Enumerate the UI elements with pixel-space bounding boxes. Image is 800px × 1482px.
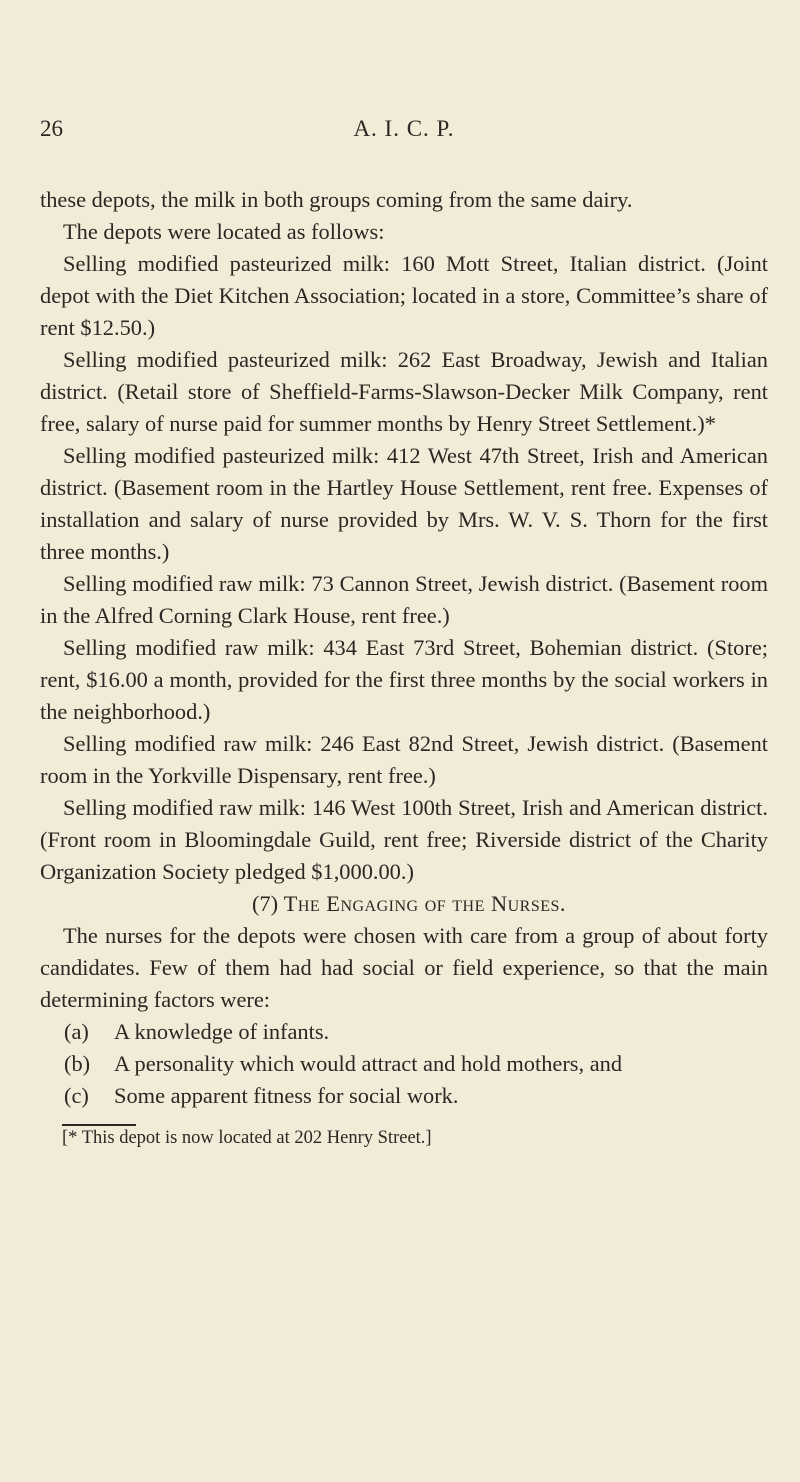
section-heading (40, 888, 768, 920)
section-number: (7) (251, 891, 279, 916)
page-number: 26 (40, 116, 63, 141)
paragraph: Selling modified pasteurized milk: 412 West 47th Street, Irish and American district. (Basement room in the Hartley House Settlement, rent free. Expenses of installation and salary of nurse provided by Mrs. W. V. S. Thorn for the first three months.) (40, 443, 768, 564)
section-title: The Engaging of the Nurses. (283, 891, 567, 916)
paragraph: The nurses for the depots were chosen with care from a group of about forty candidates. Few of them had had social or field experience, so that the main determining factors were: (40, 923, 768, 1012)
book-page (40, 110, 768, 1150)
list-text: Some apparent fitness for social work. (114, 1083, 459, 1108)
paragraph: these depots, the milk in both groups coming from the same dairy. (40, 187, 633, 212)
page-header (40, 110, 768, 150)
paragraph: Selling modified pasteurized milk: 160 Mott Street, Italian district. (Joint depot with the Diet Kitchen Association; located in a store, Committee’s share of rent $12.50.) (40, 251, 768, 340)
paragraph: Selling modified raw milk: 434 East 73rd Street, Bohemian district. (Store; rent, $16.00 a month, provided for the first three months by the social workers in the neighborhood.) (40, 635, 768, 724)
paragraph: Selling modified pasteurized milk: 262 East Broadway, Jewish and Italian district. (Retail store of Sheffield-Farms-Slawson-Decker Milk Company, rent free, salary of nurse paid for summer months by Henry Street Settlement.)* (40, 347, 768, 436)
paragraph: Selling modified raw milk: 246 East 82nd Street, Jewish district. (Basement room in the Yorkville Dispensary, rent free.) (40, 731, 768, 788)
list-marker: (a) (64, 1019, 89, 1044)
body-text (40, 184, 768, 1150)
footnote: [* This depot is now located at 202 Henry Street.] (62, 1128, 432, 1148)
list-marker: (c) (64, 1083, 89, 1108)
paragraph: Selling modified raw milk: 146 West 100th Street, Irish and American district. (Front room in Bloomingdale Guild, rent free; Riverside district of the Charity Organization Society pledged $1,000.00.) (40, 795, 768, 884)
paragraph: Selling modified raw milk: 73 Cannon Street, Jewish district. (Basement room in the Alfred Corning Clark House, rent free.) (40, 571, 768, 628)
paragraph: The depots were located as follows: (63, 219, 385, 244)
list-text: A personality which would attract and hold mothers, and (114, 1051, 623, 1076)
list-text: A knowledge of infants. (114, 1019, 330, 1044)
list-item (40, 1080, 768, 1112)
running-head: A. I. C. P. (353, 116, 455, 141)
list-item (40, 1048, 768, 1080)
list-marker: (b) (64, 1051, 91, 1076)
list-item (40, 1016, 768, 1048)
